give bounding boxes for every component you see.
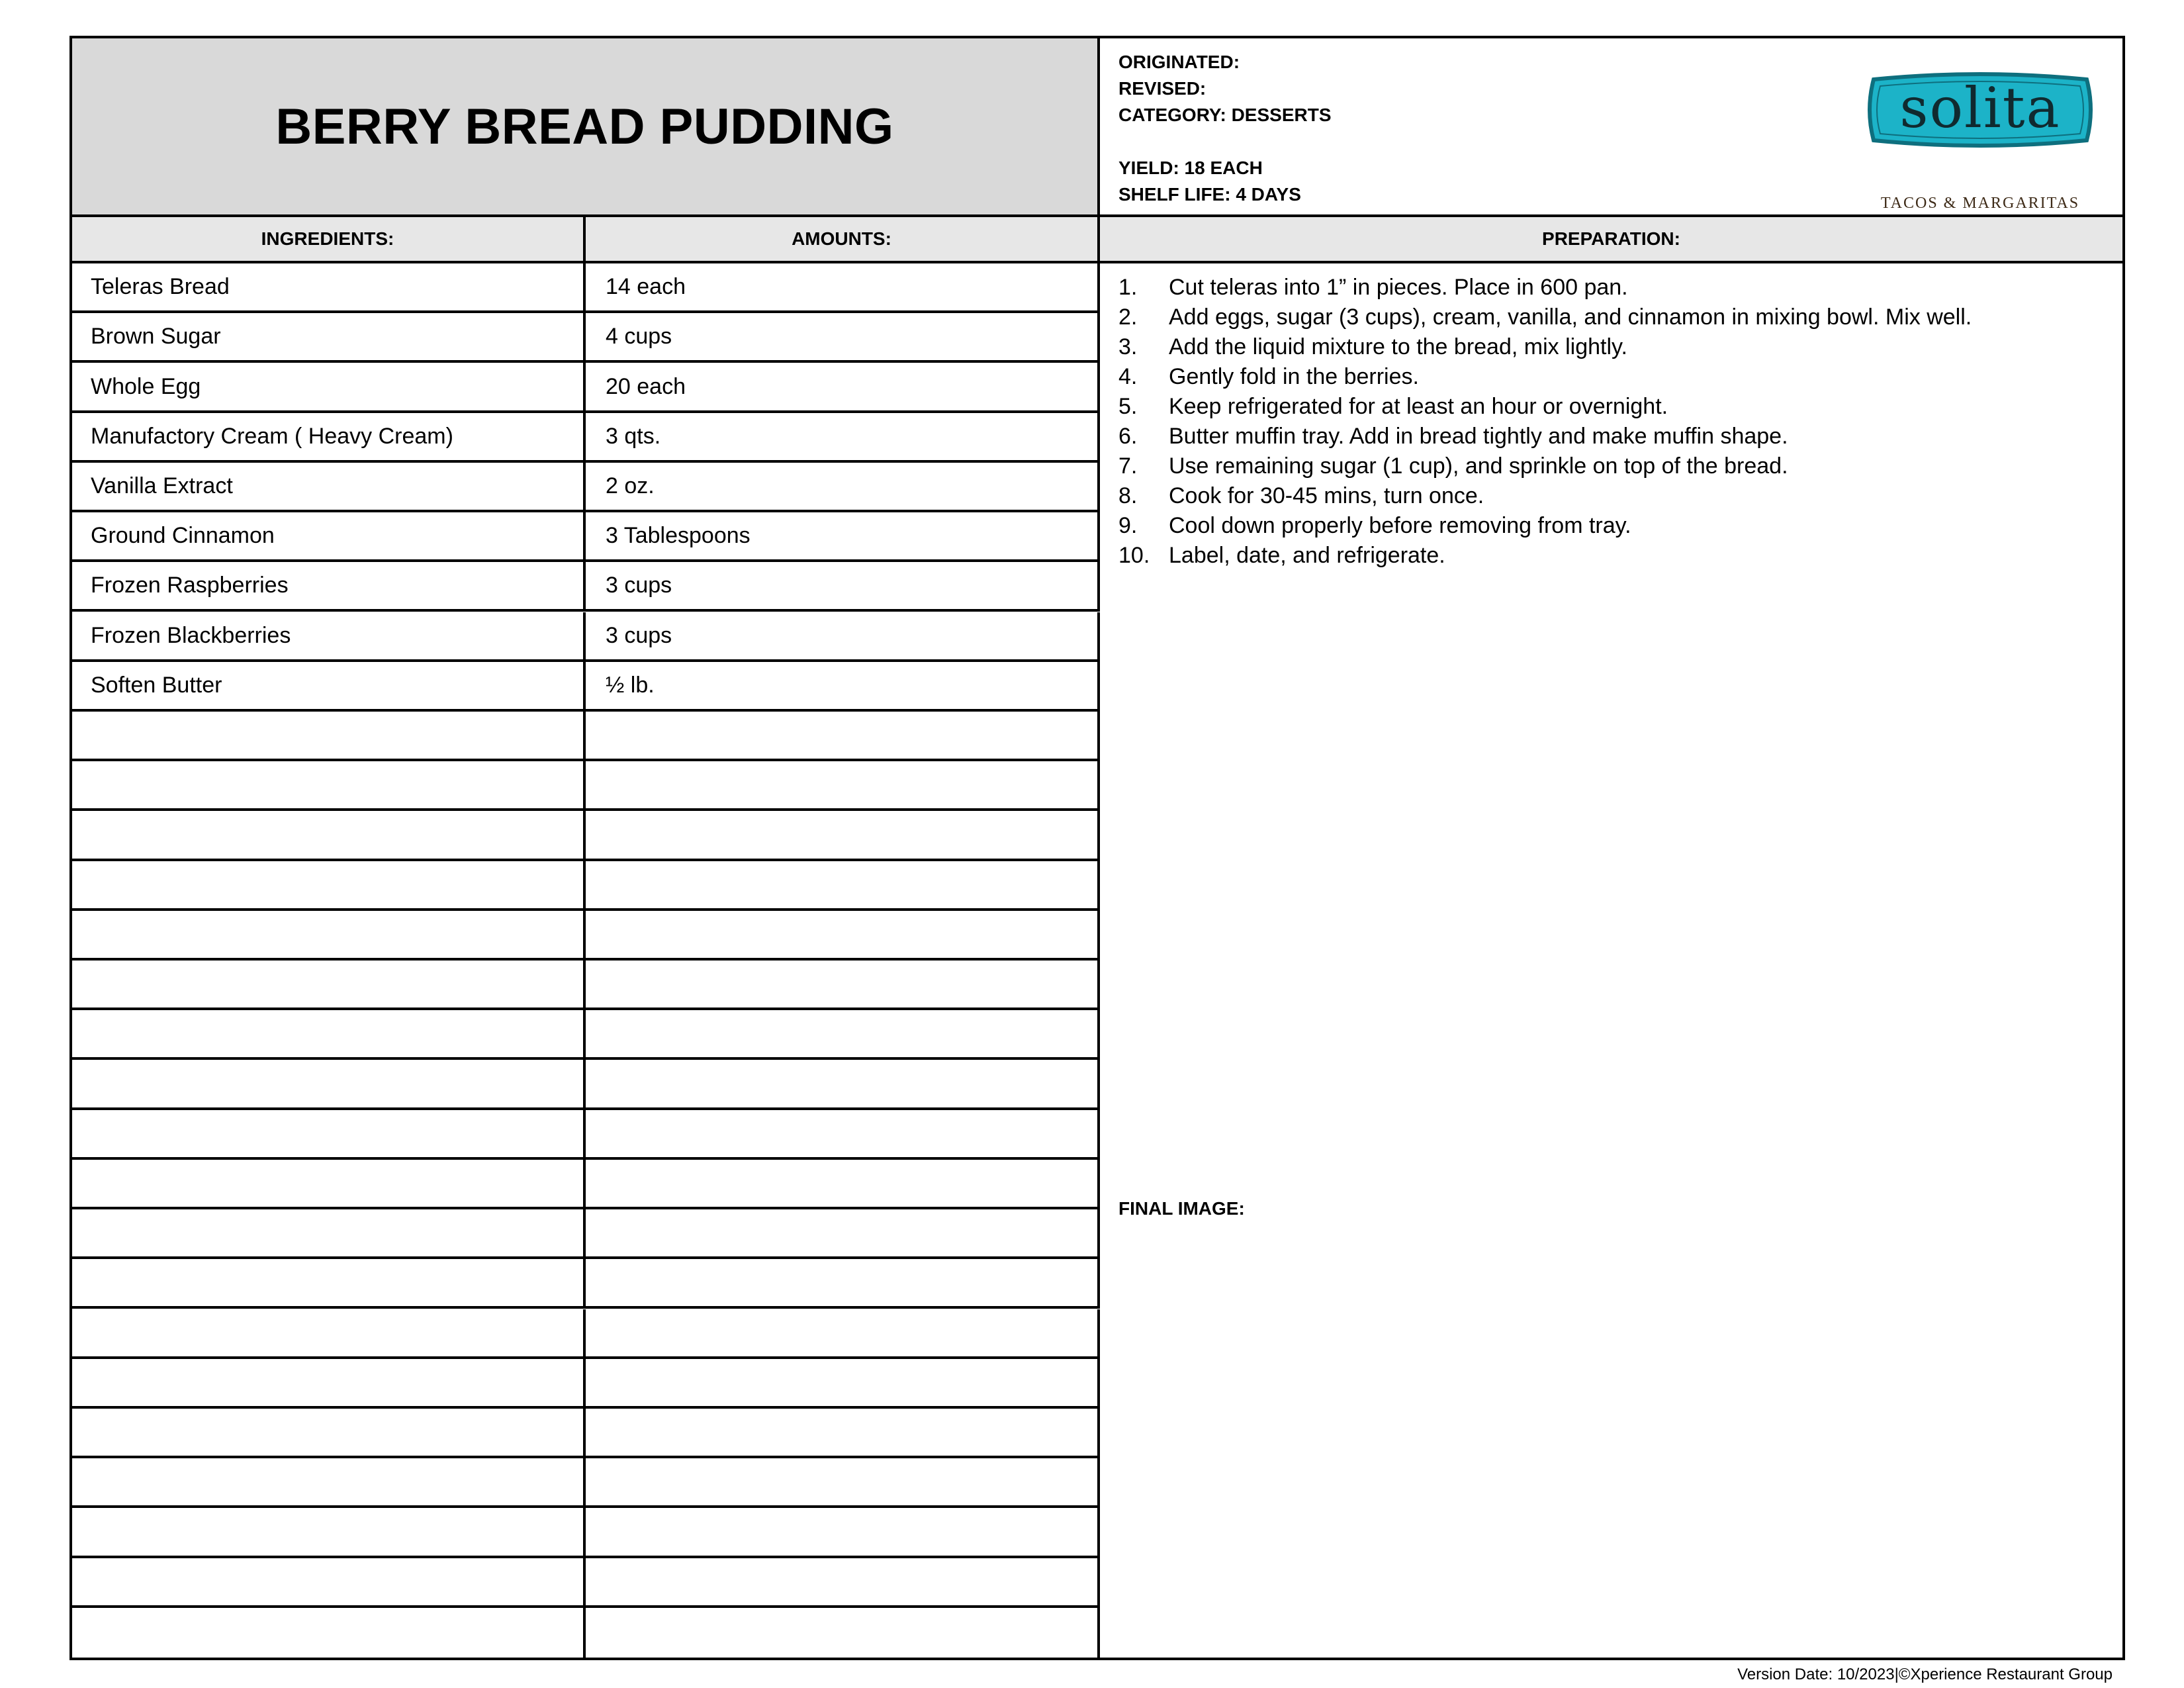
preparation-header: PREPARATION: bbox=[1100, 217, 2122, 263]
ingredient-amount: 3 qts. bbox=[586, 413, 1100, 460]
step-text: Keep refrigerated for at least an hour or overnight. bbox=[1169, 394, 1668, 419]
table-row bbox=[72, 1309, 1100, 1359]
preparation-step bbox=[1118, 332, 1972, 362]
step-text: Use remaining sugar (1 cup), and sprinkle on top of the bread. bbox=[1169, 453, 1788, 479]
table-row bbox=[72, 811, 1100, 861]
step-number: 7. bbox=[1118, 453, 1138, 479]
amounts-header: AMOUNTS: bbox=[586, 217, 1100, 263]
ingredient-name bbox=[72, 1608, 586, 1658]
step-number: 9. bbox=[1118, 513, 1138, 538]
step-number: 5. bbox=[1118, 394, 1138, 419]
table-row bbox=[72, 911, 1100, 961]
table-row bbox=[72, 413, 1100, 463]
table-row bbox=[72, 712, 1100, 761]
meta-list bbox=[1118, 49, 1332, 208]
ingredient-name bbox=[72, 1409, 586, 1456]
ingredient-name bbox=[72, 1309, 586, 1356]
ingredient-amount bbox=[586, 1060, 1100, 1107]
table-row bbox=[72, 313, 1100, 363]
recipe-card bbox=[69, 36, 2125, 1660]
ingredient-amount: 3 cups bbox=[586, 612, 1100, 659]
table-row bbox=[72, 1409, 1100, 1458]
ingredient-name: Whole Egg bbox=[72, 363, 586, 410]
table-row bbox=[72, 1608, 1100, 1658]
ingredient-name bbox=[72, 1359, 586, 1406]
table-row bbox=[72, 512, 1100, 562]
step-number: 10. bbox=[1118, 543, 1150, 568]
preparation-step bbox=[1118, 392, 1972, 422]
step-number: 8. bbox=[1118, 483, 1138, 508]
solita-logo bbox=[1864, 71, 2096, 212]
table-row bbox=[72, 861, 1100, 911]
step-text: Add the liquid mixture to the bread, mix lightly. bbox=[1169, 334, 1627, 359]
step-text: Butter muffin tray. Add in bread tightly and make muffin shape. bbox=[1169, 424, 1788, 449]
step-text: Cut teleras into 1” in pieces. Place in 600 pan. bbox=[1169, 275, 1628, 300]
table-row bbox=[72, 1359, 1100, 1409]
step-number: 6. bbox=[1118, 424, 1138, 449]
table-row bbox=[72, 761, 1100, 811]
table-row bbox=[72, 363, 1100, 412]
ingredient-amount bbox=[586, 1608, 1100, 1658]
preparation-step bbox=[1118, 362, 1972, 392]
ingredient-amount bbox=[586, 1409, 1100, 1456]
ingredient-amount bbox=[586, 961, 1100, 1008]
originated-field: ORIGINATED: bbox=[1118, 52, 1240, 72]
step-number: 1. bbox=[1118, 275, 1138, 300]
ingredient-name: Frozen Raspberries bbox=[72, 562, 586, 609]
preparation-step bbox=[1118, 273, 1972, 303]
ingredient-name bbox=[72, 861, 586, 908]
ingredient-name: Vanilla Extract bbox=[72, 463, 586, 510]
ingredient-name bbox=[72, 712, 586, 759]
shelf-life-field: SHELF LIFE: 4 DAYS bbox=[1118, 184, 1301, 205]
table-row bbox=[72, 562, 1100, 612]
final-image-label: FINAL IMAGE: bbox=[1118, 1198, 1245, 1219]
ingredient-name: Frozen Blackberries bbox=[72, 612, 586, 659]
revised-field: REVISED: bbox=[1118, 78, 1206, 99]
ingredient-amount bbox=[586, 1110, 1100, 1157]
ingredient-amount: 3 Tablespoons bbox=[586, 512, 1100, 559]
ingredient-name bbox=[72, 1060, 586, 1107]
logo-wordmark: solita bbox=[1899, 75, 2061, 140]
table-row bbox=[72, 961, 1100, 1010]
ingredient-amount bbox=[586, 911, 1100, 958]
ingredient-name: Ground Cinnamon bbox=[72, 512, 586, 559]
step-text: Cook for 30-45 mins, turn once. bbox=[1169, 483, 1484, 508]
title-box bbox=[72, 38, 1100, 217]
preparation-step bbox=[1118, 541, 1972, 571]
step-text: Cool down properly before removing from tray. bbox=[1169, 513, 1631, 538]
table-row bbox=[72, 1259, 1100, 1309]
step-number: 4. bbox=[1118, 364, 1138, 389]
ingredient-amount bbox=[586, 761, 1100, 808]
ingredient-amount bbox=[586, 861, 1100, 908]
ingredient-name bbox=[72, 811, 586, 858]
recipe-meta bbox=[1100, 38, 2122, 217]
step-number: 2. bbox=[1118, 305, 1138, 330]
ingredient-name: Teleras Bread bbox=[72, 263, 586, 310]
table-row bbox=[72, 1060, 1100, 1109]
preparation-step bbox=[1118, 481, 1972, 511]
step-text: Label, date, and refrigerate. bbox=[1169, 543, 1445, 568]
ingredient-amount: 20 each bbox=[586, 363, 1100, 410]
preparation-panel bbox=[1100, 263, 2122, 1658]
ingredient-amount bbox=[586, 811, 1100, 858]
ingredient-name bbox=[72, 961, 586, 1008]
ingredient-name bbox=[72, 1160, 586, 1207]
ingredient-name: Brown Sugar bbox=[72, 313, 586, 360]
ingredient-name: Soften Butter bbox=[72, 662, 586, 709]
ingredients-table bbox=[72, 263, 1100, 1658]
ingredient-name bbox=[72, 1010, 586, 1057]
logo-tagline: TACOS & MARGARITAS bbox=[1880, 195, 2080, 212]
category-field: CATEGORY: DESSERTS bbox=[1118, 105, 1332, 125]
table-row bbox=[72, 612, 1100, 662]
ingredient-amount: 3 cups bbox=[586, 562, 1100, 609]
step-text: Gently fold in the berries. bbox=[1169, 364, 1419, 389]
ingredient-name bbox=[72, 1259, 586, 1306]
table-row bbox=[72, 1458, 1100, 1508]
table-row bbox=[72, 263, 1100, 313]
ingredient-amount bbox=[586, 1010, 1100, 1057]
step-text: Add eggs, sugar (3 cups), cream, vanilla, and cinnamon in mixing bowl. Mix well. bbox=[1169, 305, 1972, 330]
ingredient-name bbox=[72, 911, 586, 958]
preparation-step bbox=[1118, 422, 1972, 451]
ingredient-amount: 2 oz. bbox=[586, 463, 1100, 510]
table-row bbox=[72, 463, 1100, 512]
ingredient-amount bbox=[586, 1259, 1100, 1306]
ingredient-amount: 4 cups bbox=[586, 313, 1100, 360]
ingredient-name bbox=[72, 1209, 586, 1256]
ingredient-amount: ½ lb. bbox=[586, 662, 1100, 709]
ingredient-amount: 14 each bbox=[586, 263, 1100, 310]
preparation-step bbox=[1118, 303, 1972, 332]
ingredient-amount bbox=[586, 1160, 1100, 1207]
ingredients-header: INGREDIENTS: bbox=[72, 217, 586, 263]
recipe-title: BERRY BREAD PUDDING bbox=[275, 98, 894, 155]
table-row bbox=[72, 1558, 1100, 1608]
step-number: 3. bbox=[1118, 334, 1138, 359]
version-footer: Version Date: 10/2023|©Xperience Restaurant Group bbox=[1737, 1665, 2113, 1683]
ingredient-amount bbox=[586, 712, 1100, 759]
yield-field: YIELD: 18 EACH bbox=[1118, 158, 1263, 178]
ingredient-name bbox=[72, 1110, 586, 1157]
preparation-step bbox=[1118, 511, 1972, 541]
table-row bbox=[72, 1010, 1100, 1060]
table-row bbox=[72, 662, 1100, 712]
ingredient-amount bbox=[586, 1359, 1100, 1406]
ingredient-name bbox=[72, 1458, 586, 1505]
ingredient-amount bbox=[586, 1209, 1100, 1256]
ingredient-name bbox=[72, 1558, 586, 1605]
ingredient-amount bbox=[586, 1309, 1100, 1356]
table-row bbox=[72, 1508, 1100, 1558]
preparation-steps bbox=[1118, 273, 1972, 571]
table-row bbox=[72, 1209, 1100, 1259]
ingredient-name bbox=[72, 1508, 586, 1555]
table-row bbox=[72, 1160, 1100, 1209]
ingredient-amount bbox=[586, 1458, 1100, 1505]
ingredient-amount bbox=[586, 1558, 1100, 1605]
ingredient-name: Manufactory Cream ( Heavy Cream) bbox=[72, 413, 586, 460]
ingredient-name bbox=[72, 761, 586, 808]
ingredient-amount bbox=[586, 1508, 1100, 1555]
meta-spacer bbox=[1118, 128, 1332, 155]
preparation-step bbox=[1118, 451, 1972, 481]
table-row bbox=[72, 1110, 1100, 1160]
